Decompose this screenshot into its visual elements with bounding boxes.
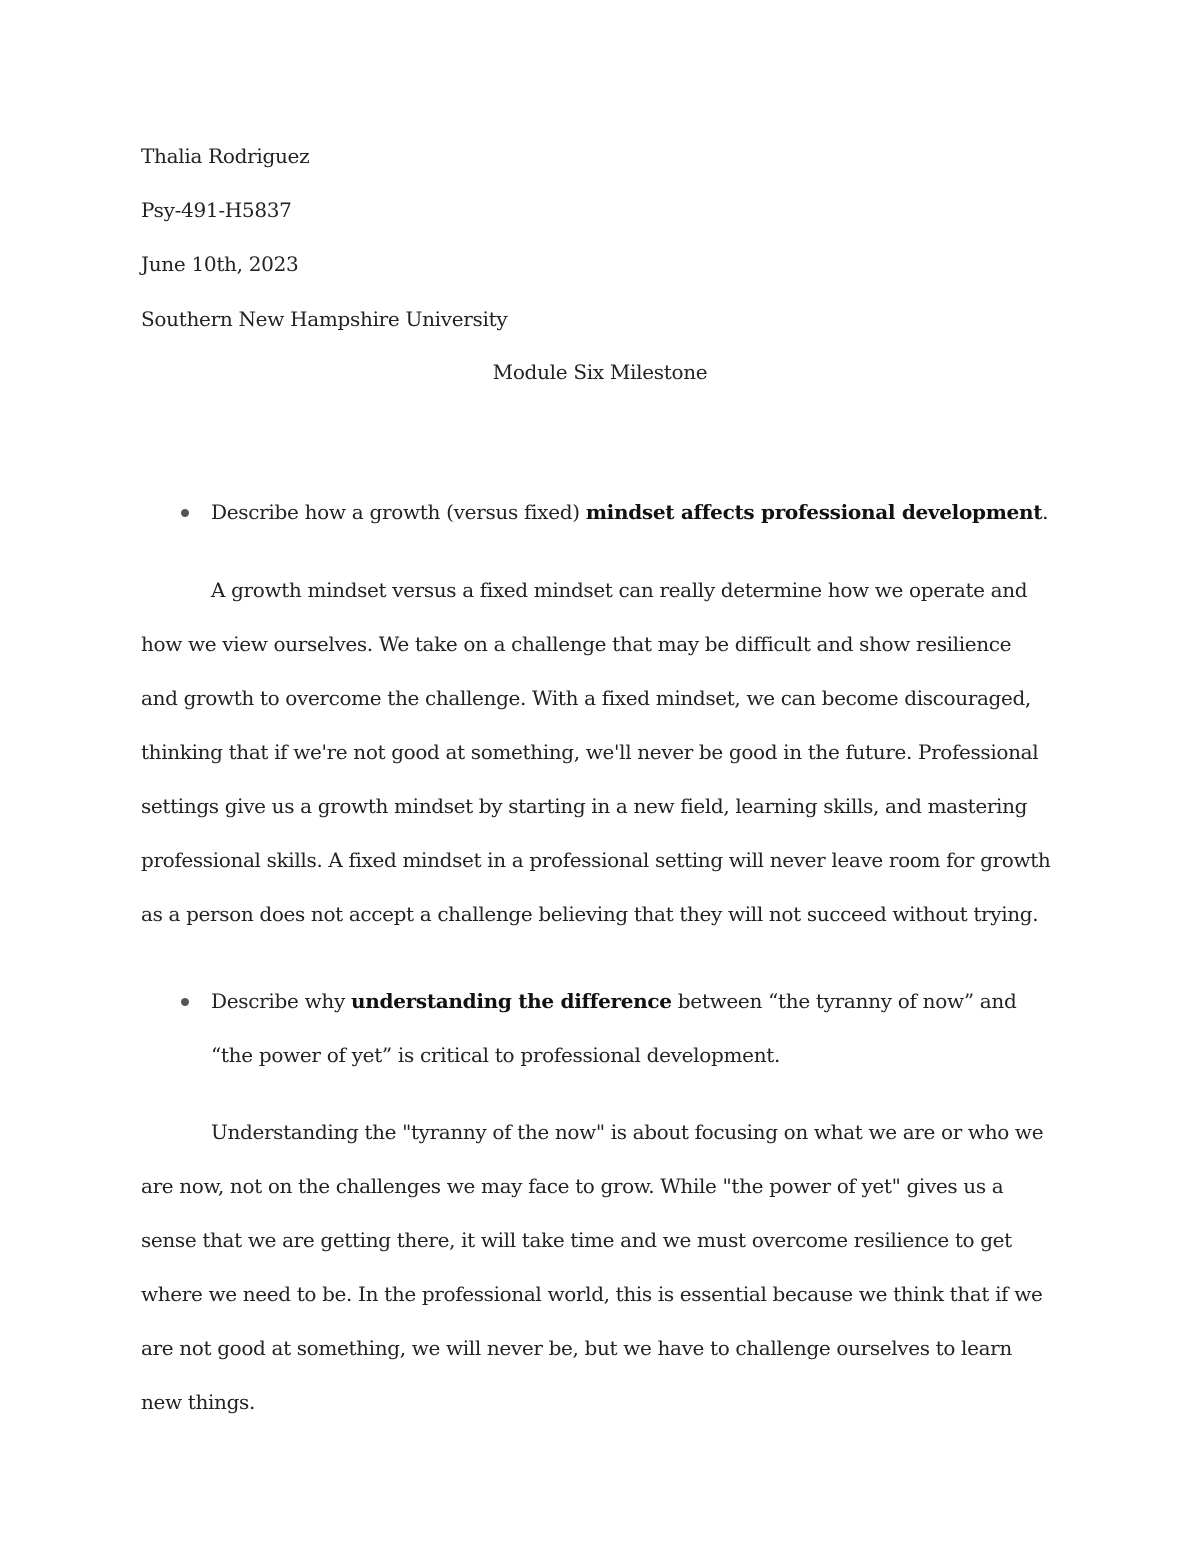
document-date: June 10th, 2023	[141, 252, 299, 276]
prompt-2-text-bold: understanding the difference	[351, 989, 672, 1013]
course-code: Psy-491-H5837	[141, 198, 292, 222]
author-name: Thalia Rodriguez	[141, 144, 310, 168]
prompt-1-text-post: .	[1042, 500, 1049, 524]
prompt-1	[141, 497, 1061, 551]
bullet-icon	[181, 509, 189, 517]
answer-2-paragraph: Understanding the "tyranny of the now" is about focusing on what we are or who we are now, not on the challenges we may face to grow. While "the power of yet" gives us a sense that we are getting there, it will take time and we must overcome resilience to get where we need to be. In the professional world, this is essential because we think that if we are not good at something, we will never be, but we have to challenge ourselves to learn new things.	[141, 1120, 1044, 1414]
document-title: Module Six Milestone	[492, 360, 708, 384]
prompt-1-text	[211, 485, 1061, 539]
prompt-1-text-bold: mindset affects professional development	[585, 500, 1043, 524]
prompt-2	[141, 986, 1061, 1094]
prompt-2-text-post: between “the tyranny of now” and “the power of yet” is critical to professional development.	[211, 989, 1017, 1067]
bullet-icon	[181, 998, 189, 1006]
institution-name: Southern New Hampshire University	[141, 307, 508, 331]
prompt-2-text-pre: Describe why	[211, 989, 352, 1013]
answer-1-paragraph: A growth mindset versus a fixed mindset can really determine how we operate and how we view ourselves. We take on a challenge that may be difficult and show resilience and growth to overcome the challenge. With a fixed mindset, we can become discouraged, thinking that if we're not good at something, we'll never be good in the future. Professional settings give us a growth mindset by starting in a new field, learning skills, and mastering professional skills. A fixed mindset in a professional setting will never leave room for growth as a person does not accept a challenge believing that they will not succeed without trying.	[141, 578, 1051, 926]
prompt-2-text	[211, 974, 1061, 1082]
prompt-1-text-pre: Describe how a growth (versus fixed)	[211, 500, 586, 524]
